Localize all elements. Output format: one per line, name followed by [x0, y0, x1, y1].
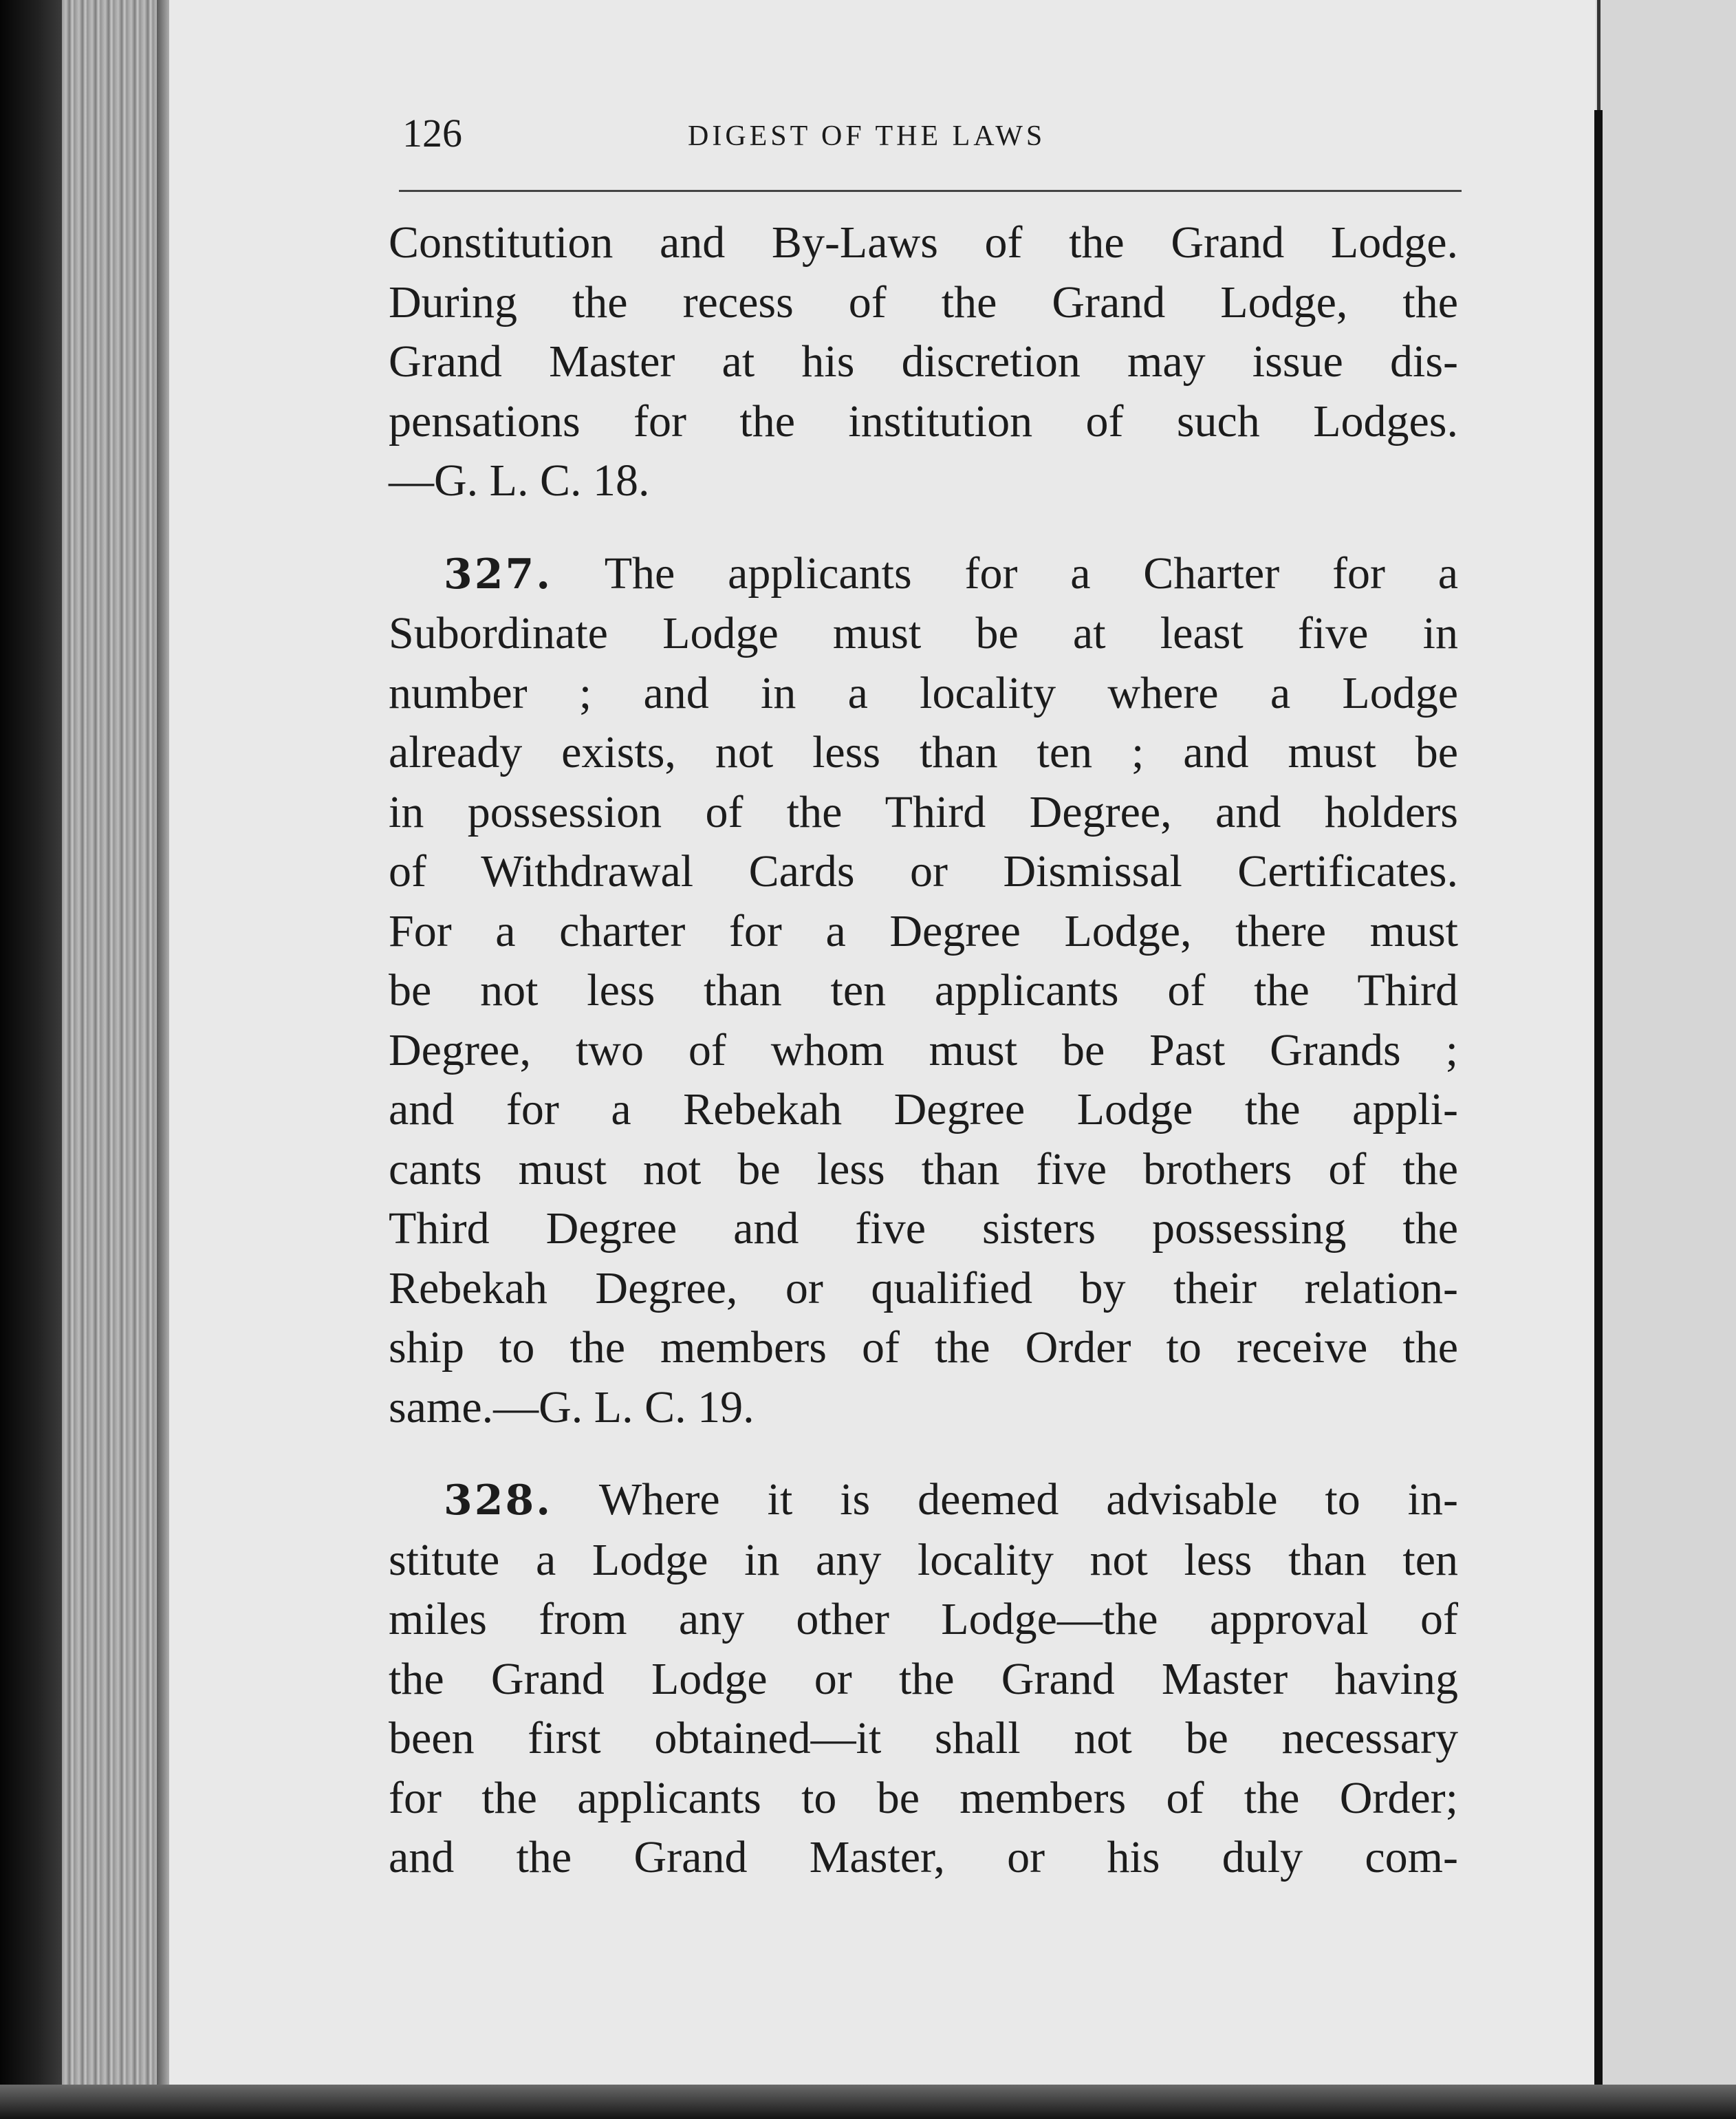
text-line: The applicants for a Charter for a — [604, 548, 1459, 599]
text-line: Where it is deemed advisable to in- — [598, 1474, 1458, 1525]
right-edge-line — [1594, 110, 1603, 2091]
scan-bottom-border — [0, 2085, 1736, 2119]
text-line: During the recess of the Grand Lodge, the — [389, 277, 1458, 327]
text-line: same.—G. L. C. 19. — [389, 1381, 755, 1432]
text-line: Degree, two of whom must be Past Grands ; — [389, 1024, 1458, 1075]
text-line: and the Grand Master, or his duly com- — [389, 1832, 1458, 1882]
text-line: already exists, not less than ten ; and must be — [389, 727, 1458, 777]
continuation-paragraph — [389, 213, 1458, 511]
text-line-with-number — [389, 1470, 1458, 1531]
text-line: in possession of the Third Degree, and holders — [389, 786, 1458, 837]
text-line: Constitution and By-Laws of the Grand Lodge. — [389, 217, 1458, 268]
head-rule-divider — [399, 190, 1462, 192]
text-line: miles from any other Lodge—the approval of — [389, 1594, 1458, 1644]
text-line: and for a Rebekah Degree Lodge the appli- — [389, 1084, 1458, 1134]
section-number-327: 327. — [444, 550, 553, 599]
text-line-with-number — [389, 544, 1458, 605]
text-line: been first obtained—it shall not be necessary — [389, 1713, 1458, 1763]
text-line: —G. L. C. 18. — [389, 455, 650, 506]
body-text — [389, 213, 1458, 1888]
text-line: pensations for the institution of such Lodges. — [389, 396, 1458, 447]
scan-left-border — [0, 0, 62, 2119]
running-head-block — [389, 110, 1462, 172]
right-edge-line-top — [1597, 0, 1601, 117]
section-328-paragraph — [389, 1470, 1458, 1888]
text-line: be not less than ten applicants of the Third — [389, 965, 1458, 1015]
text-line: Grand Master at his discretion may issue dis- — [389, 336, 1458, 387]
facing-page-margin — [1596, 0, 1736, 2085]
running-head — [389, 110, 1462, 172]
text-line: Third Degree and five sisters possessing the — [389, 1203, 1458, 1254]
page-number: 126 — [402, 111, 462, 155]
text-line: For a charter for a Degree Lodge, there must — [389, 905, 1458, 956]
page-edges-stack — [62, 0, 165, 2119]
text-line: ship to the members of the Order to receive the — [389, 1322, 1458, 1373]
section-327-paragraph — [389, 544, 1458, 1438]
text-line: for the applicants to be members of the Order; — [389, 1772, 1458, 1823]
text-line: cants must not be less than five brothers of the — [389, 1143, 1458, 1194]
text-line: of Withdrawal Cards or Dismissal Certificates. — [389, 846, 1458, 896]
running-title: DIGEST OF THE LAWS — [688, 120, 1046, 152]
text-line: the Grand Lodge or the Grand Master having — [389, 1653, 1458, 1704]
text-line: number ; and in a locality where a Lodge — [389, 667, 1458, 718]
section-number-328: 328. — [444, 1476, 553, 1525]
text-line: Subordinate Lodge must be at least five in — [389, 608, 1458, 658]
text-line: stitute a Lodge in any locality not less than ten — [389, 1534, 1458, 1585]
text-line: Rebekah Degree, or qualified by their relation- — [389, 1262, 1458, 1313]
